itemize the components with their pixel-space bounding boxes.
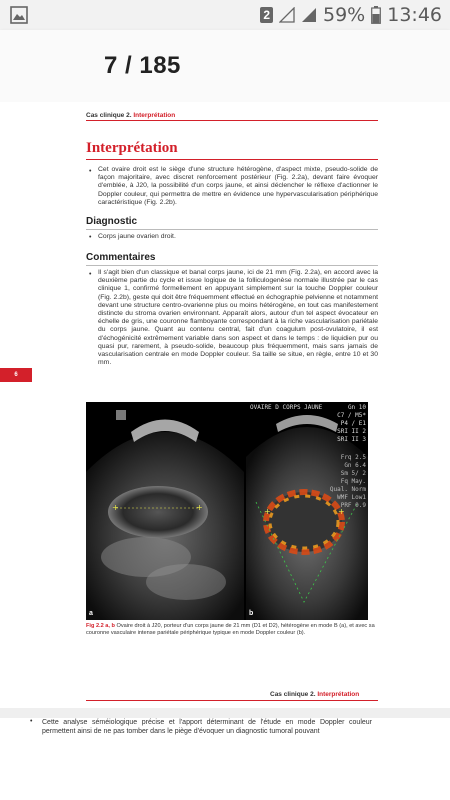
status-bar	[0, 0, 450, 30]
panel-a-letter: a	[89, 610, 93, 617]
footer-prefix: Cas clinique 2.	[270, 691, 316, 698]
svg-text:+: +	[196, 503, 203, 512]
bullet-icon: •	[89, 234, 92, 241]
footer-rule	[86, 700, 378, 701]
bmode-image	[86, 402, 244, 620]
ultrasound-figure	[86, 402, 368, 620]
page-separator	[0, 708, 450, 718]
page-counter[interactable]: 7 / 185	[104, 52, 181, 79]
battery-icon	[371, 6, 381, 24]
figure-caption	[86, 623, 378, 637]
document-page[interactable]	[0, 102, 450, 800]
interpretation-paragraph: Cet ovaire droit est le siège d'une structure hétérogène, d'aspect mixte, pseudo-solide de façon majoritaire, avec discret renforcement postérieur (Fig. 2.2a), devant faire évoquer d'emblée, à J20, la possibilité d'un corps jaune, et ainsi déclencher le réflexe d'actionner le Doppler couleur, qui permettra de mettre en évidence une hypervascularisation périphérique caractéristique (Fig. 2.2b).	[98, 166, 378, 206]
panel-b-header: OVAIRE D CORPS JAUNE	[250, 404, 323, 411]
chapter-side-tab: 6	[0, 368, 32, 382]
main-heading-rule	[86, 159, 378, 160]
signal-icon	[279, 7, 295, 23]
battery-percent: 59%	[323, 4, 366, 26]
clock: 13:46	[387, 4, 442, 26]
footer-running-head	[270, 691, 359, 698]
footer-section: Interprétation	[317, 691, 360, 698]
viewer-header	[0, 30, 450, 102]
bullet-icon: •	[30, 718, 33, 725]
commentaires-heading: Commentaires	[86, 252, 156, 263]
main-heading: Interprétation	[86, 140, 178, 156]
diagnostic-rule	[86, 229, 378, 230]
svg-text:+: +	[338, 507, 345, 516]
bullet-icon: •	[89, 168, 92, 175]
sim-slot-badge: 2	[260, 7, 273, 23]
signal-icon-2	[301, 7, 317, 23]
bullet-icon: •	[89, 271, 92, 278]
running-head-section: Interprétation	[133, 112, 176, 119]
gallery-notification-icon	[10, 6, 28, 24]
svg-text:+: +	[264, 507, 271, 516]
ultrasound-panel-a	[86, 402, 244, 620]
panel-b-settings: Frq 2.5 Gn 6.4 Sm 5/ 2 Fq May. Qual. Norm WMF Low1 PRF 0.9	[329, 454, 366, 509]
next-page-paragraph: Cette analyse séméiologique précise et l'apport déterminant de l'étude en mode Doppler couleur permettent ainsi de ne pas tomber dans le piège d'évoquer un diagnostic tumoral pouvant	[42, 719, 372, 735]
svg-text:+: +	[112, 503, 119, 512]
ultrasound-panel-b	[246, 402, 368, 620]
caption-text: Ovaire droit à J20, porteur d'un corps jaune de 21 mm (D1 et D2), hétérogène en mode B (a), et avec sa couronne vasculaire intense pariétale périphérique typique en mode Doppler couleur (b).	[86, 623, 375, 636]
running-head-prefix: Cas clinique 2.	[86, 112, 132, 119]
diagnostic-heading: Diagnostic	[86, 216, 138, 227]
diagnostic-text: Corps jaune ovarien droit.	[98, 233, 176, 240]
caption-label: Fig 2.2 a, b	[86, 623, 115, 629]
panel-b-letter: b	[249, 610, 254, 617]
panel-b-readout: Gn 10 C7 / M5* P4 / E1 SRI II 2 SRI II 3	[337, 404, 366, 443]
running-head-rule	[86, 120, 378, 121]
commentaires-rule	[86, 265, 378, 266]
commentaires-paragraph: Il s'agit bien d'un classique et banal corps jaune, ici de 21 mm (Fig. 2.2a), en accord avec la deuxième partie du cycle et issue logique de la folliculogenèse normale illustrée par le cas clinique 1, confirmé formellement en appuyant simplement sur la touche Doppler couleur (Fig. 2.2b), geste qui doit être fréquemment effectué en échographie pelvienne et notamment devant une structure centro-ovarienne plus ou moins hétérogène, en tout cas manifestement distincte du stroma ovarien environnant. Apparaît alors, autour d'un tel aspect évocateur en échelle de gris, une couronne flamboyante correspondant à la riche vascularisation pariétale du corps jaune. Quant au contenu central, fait d'un coagulum post-ovulatoire, il est d'échogénicité extrêmement variable dans son aspect et dans le temps : de liquidien pur ou quasi pur, rarement, à pseudo-solide, beaucoup plus fréquemment, mais sans jamais de vascularisation centrale en mode Doppler couleur. Sa taille se situe, en règle, entre 10 et 30 mm.	[98, 269, 378, 367]
running-head	[86, 112, 175, 119]
status-icons	[260, 0, 442, 30]
